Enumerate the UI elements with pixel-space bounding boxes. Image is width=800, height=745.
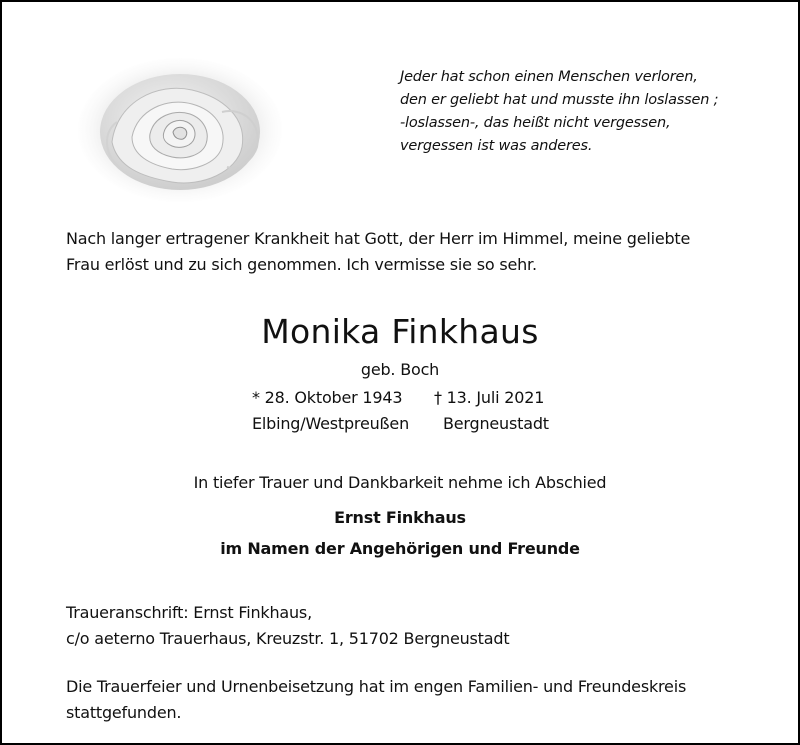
poem-quote bbox=[400, 66, 718, 158]
note-line: Die Trauerfeier und Urnenbeisetzung hat im engen Familien- und Freundeskreis bbox=[66, 677, 687, 696]
intro-line: Nach langer ertragener Krankheit hat Gott, der Herr im Himmel, meine geliebte bbox=[66, 229, 691, 248]
death-date: † 13. Juli 2021 bbox=[434, 388, 545, 407]
intro-line: Frau erlöst und zu sich genommen. Ich vermisse sie so sehr. bbox=[66, 255, 537, 274]
poem-line: vergessen ist was anderes. bbox=[400, 138, 593, 154]
rose-image bbox=[72, 52, 282, 202]
ceremony-note bbox=[66, 674, 686, 726]
intro-text bbox=[66, 226, 690, 278]
address-line: Traueranschrift: Ernst Finkhaus, bbox=[66, 603, 312, 622]
maiden-name: geb. Boch bbox=[360, 360, 440, 379]
poem-line: den er geliebt hat und musste ihn loslassen ; bbox=[400, 92, 719, 108]
mourning-address bbox=[66, 600, 509, 652]
poem-line: Jeder hat schon einen Menschen verloren, bbox=[400, 69, 698, 85]
farewell-text: In tiefer Trauer und Dankbarkeit nehme ich Abschied bbox=[193, 473, 607, 492]
address-line: c/o aeterno Trauerhaus, Kreuzstr. 1, 51702 Bergneustadt bbox=[66, 629, 510, 648]
deceased-name: Monika Finkhaus bbox=[261, 312, 539, 351]
on-behalf-text: im Namen der Angehörigen und Freunde bbox=[220, 539, 580, 558]
death-place: Bergneustadt bbox=[443, 414, 549, 433]
signer-name: Ernst Finkhaus bbox=[334, 508, 466, 527]
poem-line: -loslassen-, das heißt nicht vergessen, bbox=[400, 115, 671, 131]
birth-place: Elbing/Westpreußen bbox=[252, 414, 410, 433]
note-line: stattgefunden. bbox=[66, 703, 182, 722]
birth-date: * 28. Oktober 1943 bbox=[252, 388, 403, 407]
